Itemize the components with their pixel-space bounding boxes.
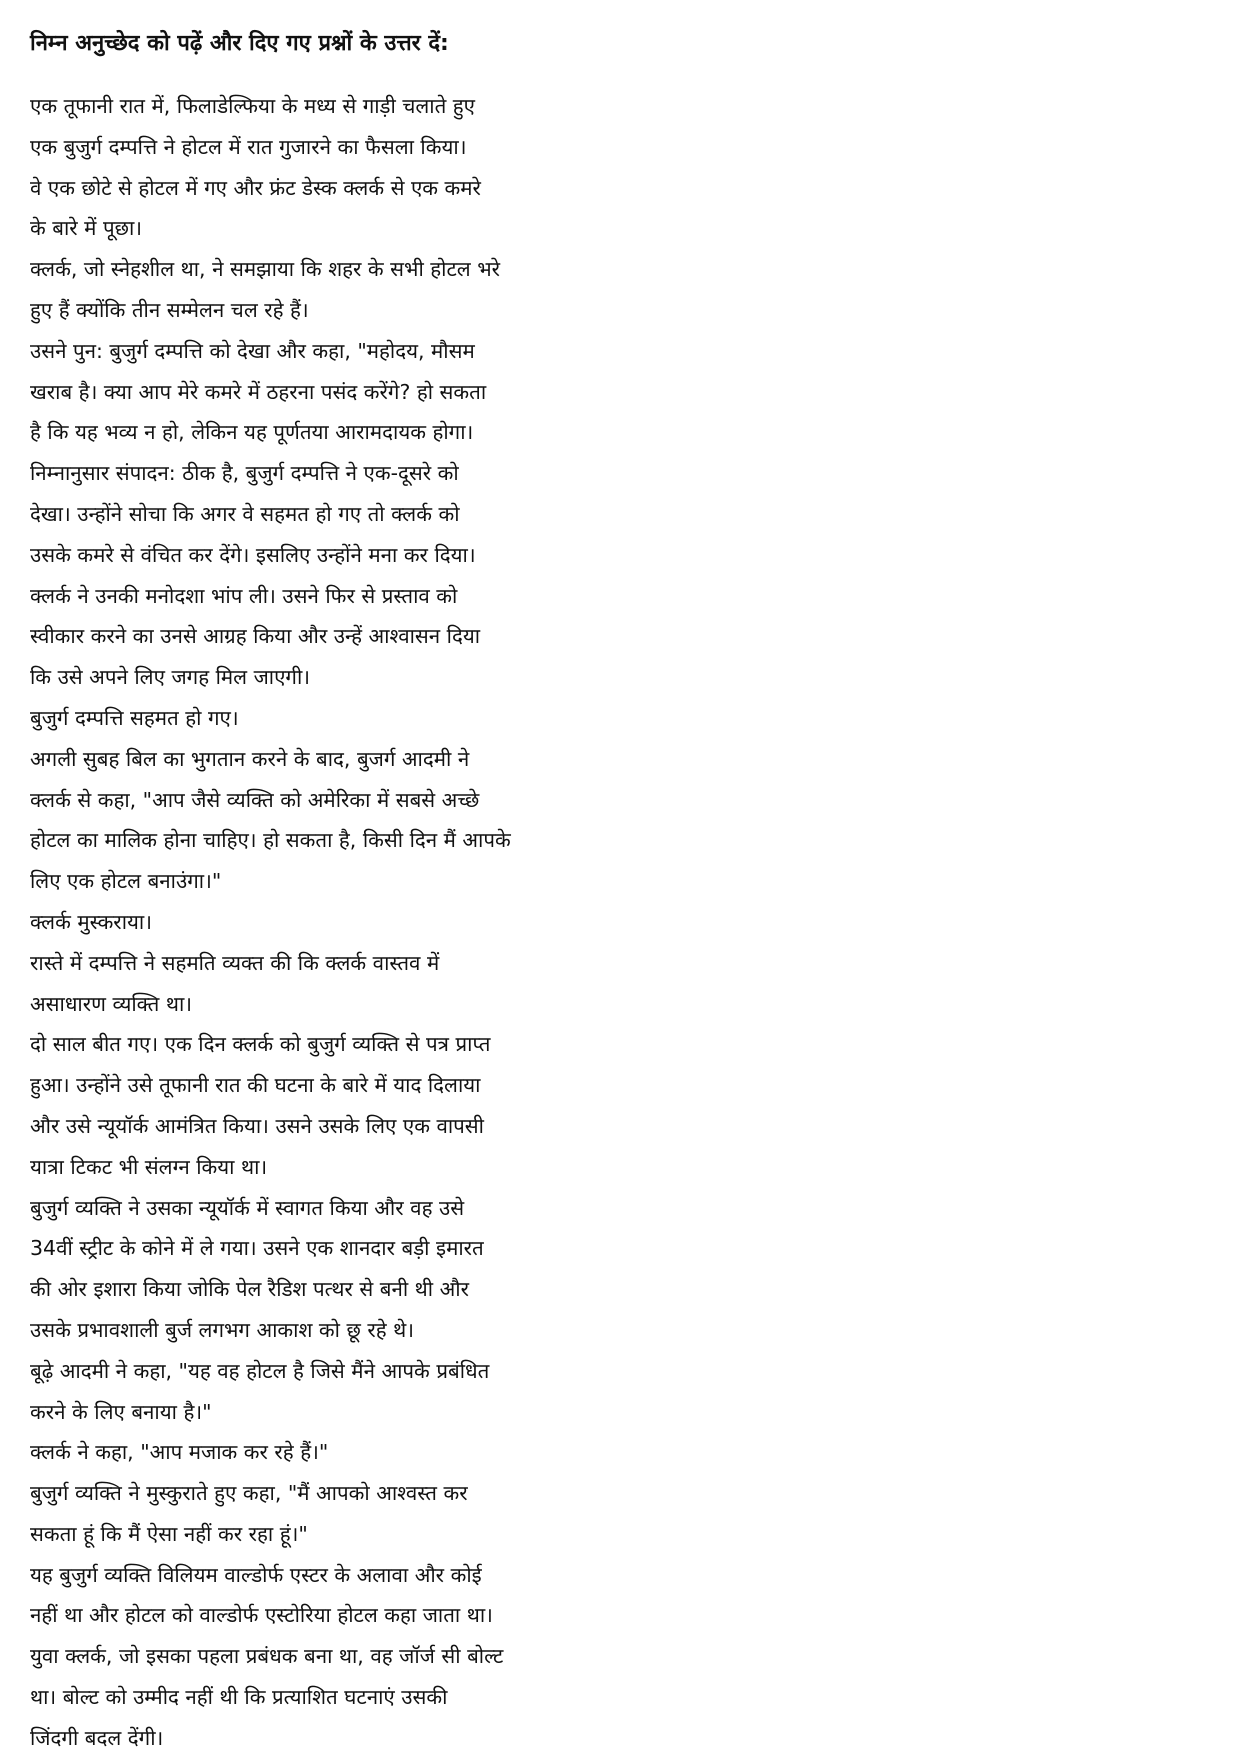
passage-line: स्वीकार करने का उनसे आग्रह किया और उन्हें आश्वासन दिया [30,624,481,649]
passage-line: बुजुर्ग दम्पत्ति सहमत हो गए। [30,705,239,730]
passage-line: एक तूफानी रात में, फिलाडेल्फिया के मध्य से गाड़ी चलाते हुए [30,94,476,118]
passage-line: लिए एक होटल बनाउंगा।" [30,869,222,894]
passage-instruction-heading: निम्न अनुच्छेद को पढ़ें और दिए गए प्रश्नों के उत्तर दें: [30,31,449,56]
passage-line: खराब है। क्या आप मेरे कमरे में ठहरना पसंद करेंगे? हो सकता [30,379,487,404]
passage-line: क्लर्क मुस्कराया। [30,909,152,934]
passage-line: असाधारण व्यक्ति था। [30,991,193,1016]
passage-line: क्लर्क से कहा, "आप जैसे व्यक्ति को अमेरिका में सबसे अच्छे [30,787,480,812]
passage-line: हुए हैं क्योंकि तीन सम्मेलन चल रहे हैं। [30,297,309,322]
passage-line: उसके प्रभावशाली बुर्ज लगभग आकाश को छू रहे थे। [30,1317,415,1342]
passage-line: के बारे में पूछा। [30,216,143,241]
passage-line: क्लर्क, जो स्नेहशील था, ने समझाया कि शहर के सभी होटल भरे [30,257,501,282]
passage-body [30,86,650,1759]
passage-line: था। बोल्ट को उम्मीद नहीं थी कि प्रत्याशित घटनाएं उसकी [30,1685,448,1710]
passage-line: की ओर इशारा किया जोकि पेल रैडिश पत्थर से बनी थी और [30,1277,469,1302]
passage-line: बुजुर्ग व्यक्ति ने उसका न्यूयॉर्क में स्वागत किया और वह उसे [30,1195,465,1220]
passage-line: वे एक छोटे से होटल में गए और फ्रंट डेस्क क्लर्क से एक कमरे [30,175,481,200]
passage-line: जिंदगी बदल देंगी। [30,1725,164,1750]
passage-line: क्लर्क ने कहा, "आप मजाक कर रहे हैं।" [30,1440,329,1465]
passage-line: बुजुर्ग व्यक्ति ने मुस्कुराते हुए कहा, "मैं आपको आश्वस्त कर [30,1481,468,1506]
passage-line: बूढ़े आदमी ने कहा, "यह वह होटल है जिसे मैंने आपके प्रबंधित [30,1358,490,1383]
passage-line: नहीं था और होटल को वाल्डोर्फ एस्टोरिया होटल कहा जाता था। [30,1603,493,1628]
passage-line: रास्ते में दम्पत्ति ने सहमति व्यक्त की कि क्लर्क वास्तव में [30,950,440,975]
passage-line: होटल का मालिक होना चाहिए। हो सकता है, किसी दिन मैं आपके [30,828,511,853]
passage-line: 34वीं स्ट्रीट के कोने में ले गया। उसने एक शानदार बड़ी इमारत [30,1236,484,1261]
passage-line: एक बुजुर्ग दम्पत्ति ने होटल में रात गुजारने का फैसला किया। [30,134,467,159]
passage-line: यह बुजुर्ग व्यक्ति विलियम वाल्डोर्फ एस्टर के अलावा और कोई [30,1562,482,1587]
passage-line: दो साल बीत गए। एक दिन क्लर्क को बुजुर्ग व्यक्ति से पत्र प्राप्त [30,1032,491,1057]
passage-line: निम्नानुसार संपादन: ठीक है, बुजुर्ग दम्पत्ति ने एक-दूसरे को [30,461,459,486]
passage-line: यात्रा टिकट भी संलग्न किया था। [30,1154,268,1179]
passage-line: अगली सुबह बिल का भुगतान करने के बाद, बुजर्ग आदमी ने [30,746,470,771]
passage-line: युवा क्लर्क, जो इसका पहला प्रबंधक बना था, वह जॉर्ज सी बोल्ट [30,1644,504,1669]
passage-line: क्लर्क ने उनकी मनोदशा भांप ली। उसने फिर से प्रस्ताव को [30,583,458,608]
passage-line: उसने पुन: बुजुर्ग दम्पत्ति को देखा और कहा, "महोदय, मौसम [30,338,475,363]
passage-line: और उसे न्यूयॉर्क आमंत्रित किया। उसने उसके लिए एक वापसी [30,1113,484,1138]
passage-line: सकता हूं कि मैं ऐसा नहीं कर रहा हूं।" [30,1521,308,1546]
passage-line: उसके कमरे से वंचित कर देंगे। इसलिए उन्होंने मना कर दिया। [30,542,476,567]
passage-line: हुआ। उन्होंने उसे तूफानी रात की घटना के बारे में याद दिलाया [30,1073,481,1098]
passage-line: है कि यह भव्य न हो, लेकिन यह पूर्णतया आरामदायक होगा। [30,420,474,445]
passage-line: करने के लिए बनाया है।" [30,1399,212,1424]
passage-line: देखा। उन्होंने सोचा कि अगर वे सहमत हो गए तो क्लर्क को [30,501,460,526]
passage-line: कि उसे अपने लिए जगह मिल जाएगी। [30,665,311,690]
